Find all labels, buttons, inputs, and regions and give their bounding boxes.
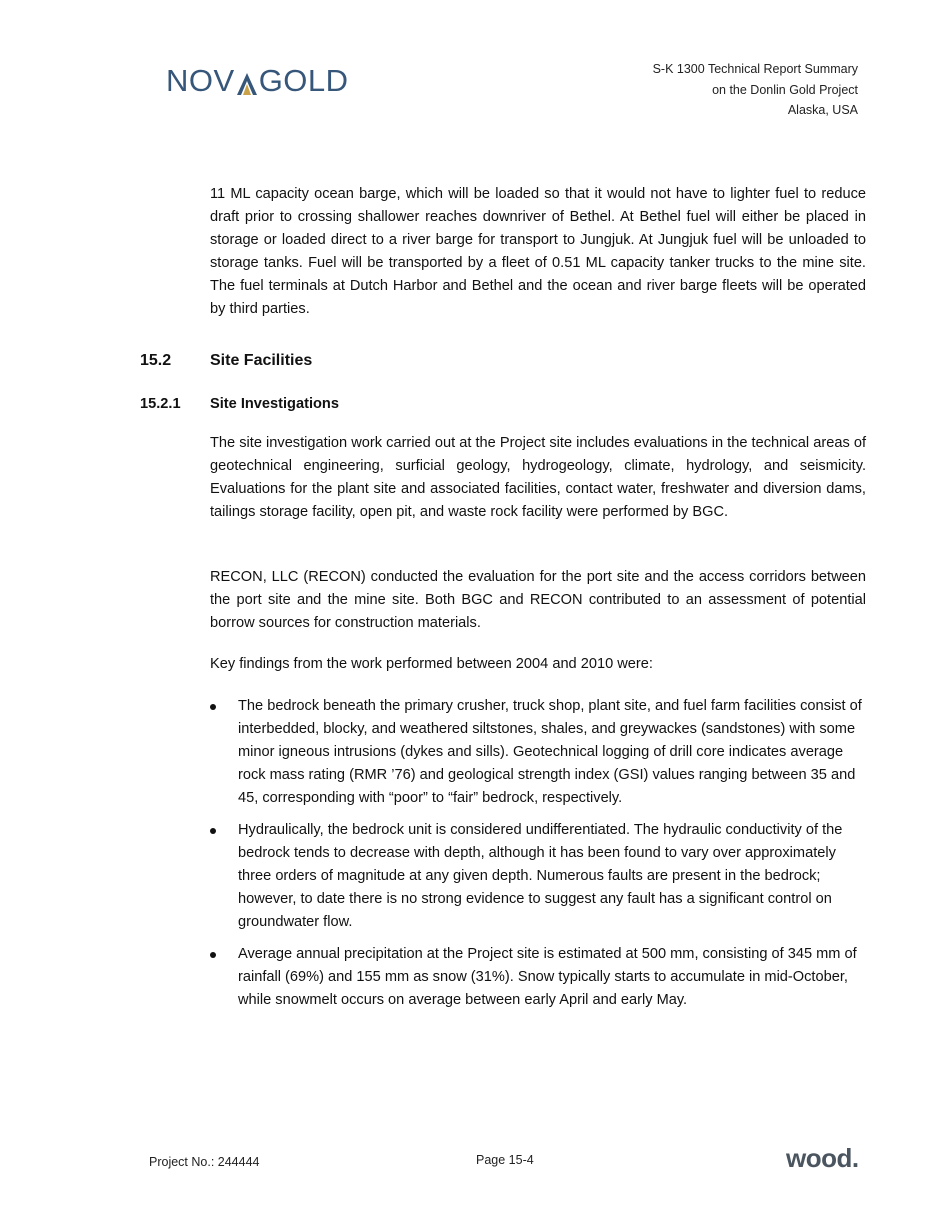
- report-title-line-1: S-K 1300 Technical Report Summary: [652, 62, 858, 76]
- list-item-text: Average annual precipitation at the Project site is estimated at 500 mm, consisting of 345 mm of rainfall (69%) and 155 mm as snow (31%). Snow typically starts to accumulate in mid-October, while snowmelt occurs on average between early April and early May.: [238, 946, 857, 1008]
- list-item-text: The bedrock beneath the primary crusher, truck shop, plant site, and fuel farm facilities consist of interbedded, blocky, and weathered siltstones, shales, and greywackes (sandstones) with some minor igneous intrusions (dykes and sills). Geotechnical logging of drill core indicates average rock mass rating (RMR ’76) and geological strength index (GSI) values ranging between 35 and 45, corresponding with “poor” to “fair” bedrock, respectively.: [238, 698, 862, 806]
- body-paragraph-1-block: [210, 432, 866, 524]
- bullet-icon: [210, 952, 216, 958]
- report-header: [653, 59, 858, 121]
- page-number: Page 15-4: [476, 1153, 534, 1167]
- intro-paragraph-block: [210, 183, 866, 321]
- novagold-logo: [166, 64, 349, 98]
- list-item: [210, 695, 866, 810]
- list-item-text: Hydraulically, the bedrock unit is considered undifferentiated. The hydraulic conductivity of the bedrock tends to decrease with depth, although it has been found to vary over approximately three orders of magnitude at any given depth. Numerous faults are present in the bedrock; however, to date there is no strong evidence to suggest any fault has a significant control on groundwater flow.: [238, 822, 843, 930]
- body-paragraph-2-block: [210, 566, 866, 635]
- subsection-title: Site Investigations: [210, 396, 339, 412]
- bullet-icon: [210, 704, 216, 710]
- list-item: [210, 943, 866, 1012]
- body-paragraph: The site investigation work carried out at the Project site includes evaluations in the technical areas of geotechnical engineering, surficial geology, hydrogeology, climate, hydrology, and seismicity. Evaluations for the plant site and associated facilities, contact water, freshwater and diversion dams, tailings storage facility, open pit, and waste rock facility were performed by BGC.: [210, 435, 866, 520]
- body-paragraph-3-block: [210, 653, 866, 676]
- bullet-icon: [210, 828, 216, 834]
- logo-a-mark-icon: [236, 69, 258, 93]
- logo-text-left: NOV: [166, 63, 235, 98]
- wood-logo: wood.: [786, 1143, 859, 1173]
- intro-paragraph: 11 ML capacity ocean barge, which will be loaded so that it would not have to lighter fuel to reduce draft prior to crossing shallower reaches downriver of Bethel. At Bethel fuel will either be placed in storage or loaded direct to a river barge for transport to Jungjuk. At Jungjuk fuel will be unloaded to storage tanks. Fuel will be transported by a fleet of 0.51 ML capacity tanker trucks to the mine site. The fuel terminals at Dutch Harbor and Bethel and the ocean and river barge fleets will be operated by third parties.: [210, 186, 866, 317]
- project-number: Project No.: 244444: [149, 1155, 260, 1169]
- section-number: 15.2: [140, 352, 172, 369]
- section-title: Site Facilities: [210, 352, 313, 369]
- logo-text-right: GOLD: [258, 63, 349, 98]
- report-title-line-2: on the Donlin Gold Project: [712, 82, 858, 97]
- body-paragraph: Key findings from the work performed between 2004 and 2010 were:: [210, 656, 653, 672]
- list-item: [210, 819, 866, 934]
- findings-list: [210, 695, 866, 1021]
- subsection-number: 15.2.1: [140, 396, 181, 412]
- body-paragraph: RECON, LLC (RECON) conducted the evaluation for the port site and the access corridors between the port site and the mine site. Both BGC and RECON contributed to an assessment of potential borrow sources for construction materials.: [210, 569, 866, 631]
- report-title-line-3: Alaska, USA: [787, 103, 858, 117]
